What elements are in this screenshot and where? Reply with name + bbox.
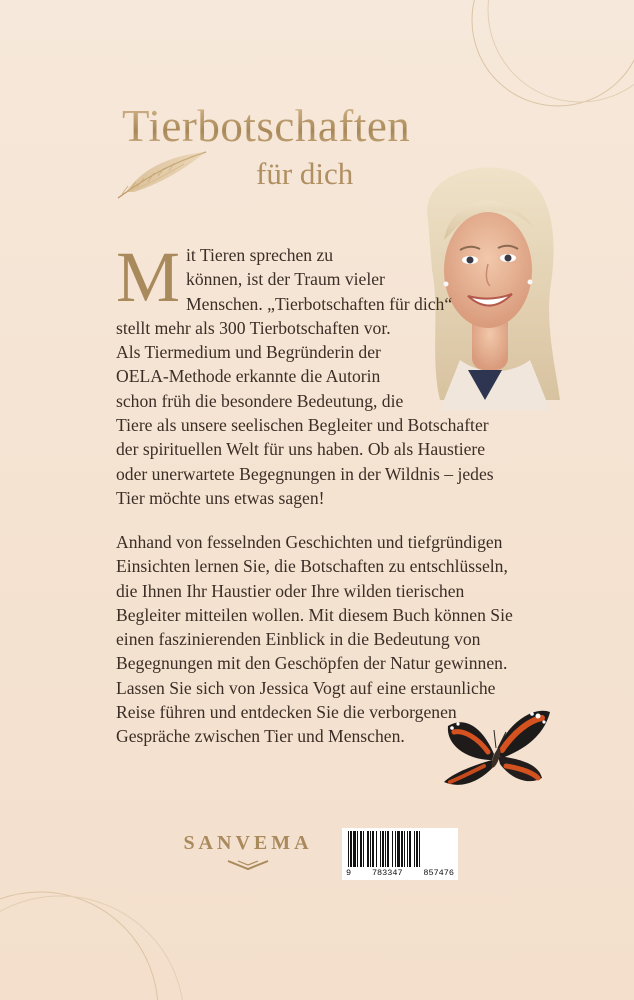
isbn-group-1: 783347 <box>371 868 403 878</box>
intro-line: OELA-Methode erkannte die Autorin <box>116 366 381 387</box>
isbn-digit-first: 9 <box>346 868 352 878</box>
decorative-circles-bottom <box>0 860 634 1000</box>
feather-icon <box>114 146 210 204</box>
intro-line: Tier möchte uns etwas sagen! <box>116 487 325 508</box>
body-line: Einsichten lernen Sie, die Botschaften zu entschlüsseln, <box>116 556 508 577</box>
body-line: Begleiter mitteilen wollen. Mit diesem Buch können Sie <box>116 604 513 625</box>
body-line: Anhand von fesselnden Geschichten und tiefgründigen <box>116 532 503 552</box>
intro-line: Menschen. „Tierbotschaften für dich“ <box>186 293 453 314</box>
intro-line: der spirituellen Welt für uns haben. Ob als Haustiere <box>116 439 486 460</box>
intro-line: können, ist der Traum vieler <box>186 269 385 290</box>
intro-paragraph <box>116 237 516 510</box>
butterfly-illustration <box>438 702 554 794</box>
intro-line: oder unerwartete Begegnungen in der Wildnis – jedes <box>116 463 494 484</box>
intro-line: it Tieren sprechen zu <box>186 245 334 265</box>
body-line: Reise führen und entdecken Sie die verborgenen <box>116 702 457 723</box>
intro-line: schon früh die besondere Bedeutung, die <box>116 390 404 411</box>
intro-line: Als Tiermedium und Begründerin der <box>116 342 381 363</box>
body-line: einen faszinierenden Einblick in die Bedeutung von <box>116 629 481 650</box>
isbn-group-2: 857476 <box>423 868 454 878</box>
publisher-logo: SANVEMA <box>183 832 313 854</box>
book-subtitle: für dich <box>256 156 354 191</box>
body-line: Begegnungen mit den Geschöpfen der Natur gewinnen. <box>116 653 508 674</box>
body-line: die Ihnen Ihr Haustier oder Ihre wilden tierischen <box>116 580 465 601</box>
body-line: Gespräche zwischen Tier und Menschen. <box>116 726 405 747</box>
book-title: Tierbotschaften <box>122 101 411 151</box>
intro-line: Tiere als unsere seelischen Begleiter und Botschafter <box>116 415 489 436</box>
body-line: Lassen Sie sich von Jessica Vogt auf eine erstaunliche <box>116 677 496 698</box>
intro-line: stellt mehr als 300 Tierbotschaften vor. <box>116 317 391 338</box>
drop-cap: M <box>116 237 181 317</box>
